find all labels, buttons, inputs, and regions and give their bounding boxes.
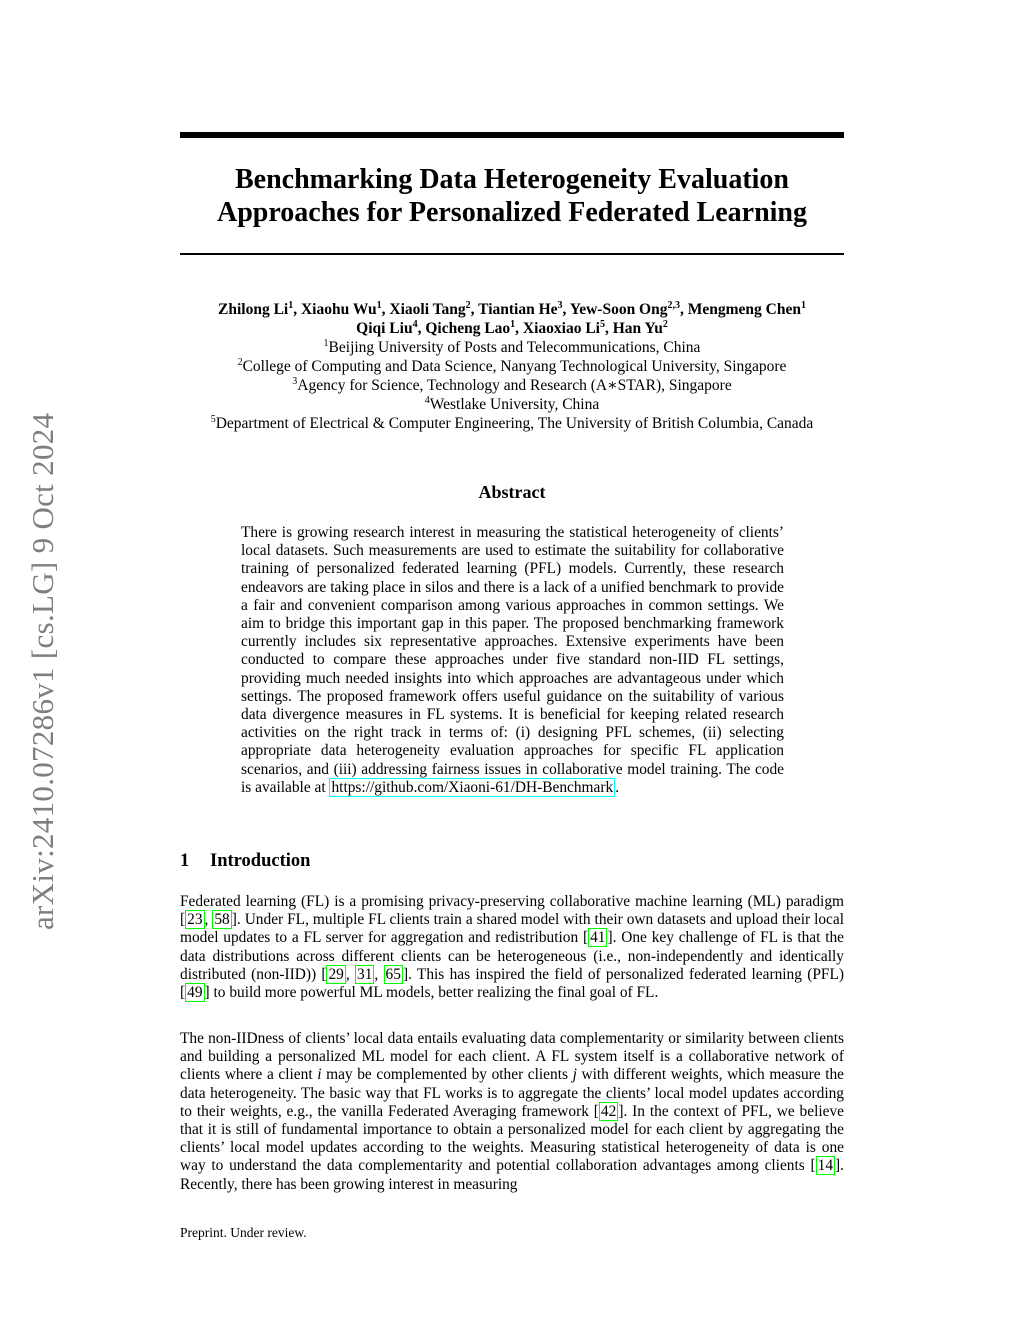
abstract-heading: Abstract [478,482,546,502]
affiliation: $^2$College of Computing and Data Science, Nanyang Technological University, Singapore [237,356,787,375]
title-line-1: Benchmarking Data Heterogeneity Evaluation [234,164,789,195]
title-rule-bottom [180,253,844,255]
author-affiliation-mark: 2,3 [667,299,680,311]
author-name: Zhilong Li [218,301,289,318]
math-variable: j [572,1066,577,1084]
section-heading-introduction [180,851,310,872]
citation-link[interactable]: 42 [600,1102,617,1120]
author-name: Qiqi Liu [356,320,413,337]
arxiv-identifier[interactable]: arXiv:2410.07286v1 [cs.LG] 9 Oct 2024 [25,412,60,930]
abstract-text: There is growing research interest in measuring the statistical heterogeneity of clients’ local datasets. Such measurements are used to estimate the suitability for collaborative training of personalized federated learning (PFL) models. Currently, these research endeavors are taking place in silos and there is a lack of a unified benchmark to provide a fair and convenient comparison among various approaches in common settings. We aim to bridge this important gap in this paper. The proposed benchmarking framework currently includes six representative approaches. Extensive experiments have been conducted to compare these approaches under five standard non-IID FL settings, providing much needed insights into which approaches are advantageous under which settings. The proposed framework offers useful guidance on the suitability of various data divergence measures in FL systems. It is beneficial for keeping related research activities on the right track in terms of: (i) designing PFL schemes, (ii) selecting appropriate data heterogeneity evaluation approaches for specific FL application scenarios, and (iii) addressing fairness issues in collaborative model training. The code is available at [241,524,784,796]
section-title: Introduction [210,851,311,871]
affiliation: $^3$Agency for Science, Technology and Research (A∗STAR), Singapore [292,375,732,394]
author-block [150,300,874,433]
author-affiliation-mark: 3 [557,299,563,311]
citation-link[interactable]: 41 [590,929,606,947]
author-name: Tiantian He [478,301,558,318]
author-affiliation-mark: 1 [376,299,382,311]
section-number: 1 [180,851,190,871]
author-name: Xiaoxiao Li [522,320,600,337]
author-affiliation-mark: 4 [412,318,418,330]
author-affiliation-mark: 1 [510,318,516,330]
title-line-2: Approaches for Personalized Federated Learning [216,197,807,228]
paper-title [180,163,844,229]
affiliation: $^5$Department of Electrical & Computer Engineering, The University of British Columbia, Canada [210,413,814,432]
citation-link[interactable]: 23 [187,911,203,929]
citation-link[interactable]: 14 [817,1157,834,1175]
author-affiliation-mark: 2 [465,299,471,311]
math-variable: i [317,1066,322,1084]
abstract-end: . [615,778,620,796]
author-name: Yew-Soon Ong [569,301,668,318]
intro-paragraph-1: Federated learning (FL) is a promising privacy-preserving collaborative machine learning (ML) paradigm [ 23 , 58 ]. Under FL, multiple FL clients train a shared model with their own datasets and upload their local model updates to a FL server for aggregation and redistribution [ 41 ]. One key challenge of FL is that the data distributions across different clients can be heterogeneous (i.e., non-independently and identically distributed (non-IID)) [ 29 , 31 , 65 ]. This has inspired the field of personalized federated learning (PFL) [ 49 ] to build more powerful ML models, better realizing the final goal of FL. [180,893,845,1002]
author-affiliation-mark: 5 [599,318,605,330]
affiliation: $^1$Beijing University of Posts and Telecommunications, China [323,337,701,356]
author-affiliation-mark: 2 [662,318,668,330]
title-rule-top [180,132,844,138]
author-names-line-1: Zhilong Li$^1$, Xiaohu Wu$^1$, Xiaoli Tang$^2$, Tiantian He$^3$, Yew-Soon Ong$^{2,3}$, Mengmeng Chen$^1$ [218,299,806,318]
citation-link[interactable]: 65 [385,965,401,983]
author-name: Han Yu [612,320,663,337]
footer-note: Preprint. Under review. [180,1225,307,1240]
code-link[interactable]: https://github.com/Xiaoni-61/DH-Benchmark [331,778,614,796]
author-names-line-2: Qiqi Liu$^4$, Qicheng Lao$^1$, Xiaoxiao Li$^5$, Han Yu$^2$ [356,318,668,337]
author-name: Qicheng Lao [425,320,511,337]
intro-paragraph-2: The non-IIDness of clients’ local data entails evaluating data complementarity or similarity between clients and building a personalized ML model for each client. A FL system itself is a collaborative network of clients where a client i may be complemented by other clients j with different weights, which measure the data heterogeneity. The basic way that FL works is to aggregate the clients’ local model updates according to their weights, e.g., the vanilla Federated Averaging framework [ 42 ]. In the context of PFL, we believe that it is still of fundamental importance to obtain a personalized model for each client by aggregating the clients’ local model updates according to the weights. Measuring statistical heterogeneity of data is one way to understand the data complementarity and potential collaboration advantages among clients [ 14 ]. Recently, there has been growing interest in measuring [180,1030,845,1193]
author-name: Xiaohu Wu [300,301,377,318]
citation-link[interactable]: 58 [214,911,230,929]
author-name: Xiaoli Tang [389,301,466,318]
author-affiliation-mark: 1 [288,299,294,311]
author-affiliation-mark: 1 [800,299,806,311]
affiliation: $^4$Westlake University, China [424,394,600,413]
citation-link[interactable]: 31 [357,965,373,983]
author-name: Mengmeng Chen [687,301,801,318]
citation-link[interactable]: 29 [328,965,344,983]
abstract-body [241,524,784,797]
citation-link[interactable]: 49 [187,984,203,1002]
